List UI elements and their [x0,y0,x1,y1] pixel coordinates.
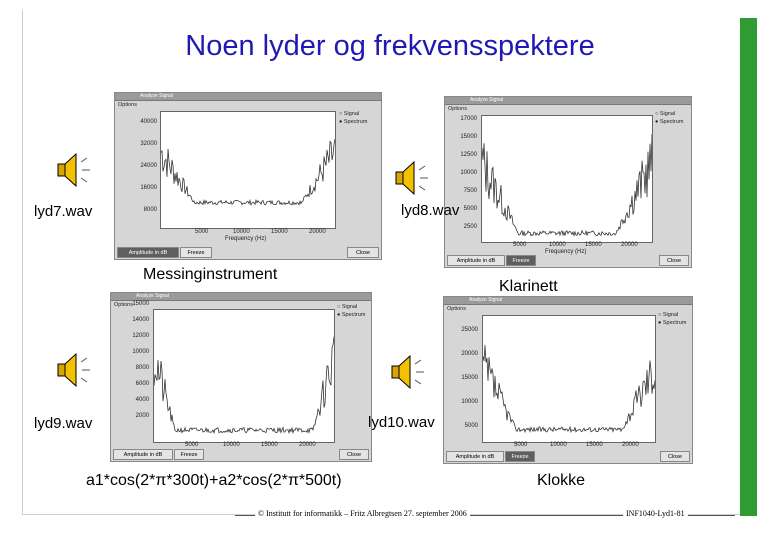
spectrum-line [482,134,652,236]
spectrum-radio[interactable]: ● Spectrum [655,119,684,125]
sound-caption: Messinginstrument [143,266,278,283]
y-tick-label: 15000 [461,375,478,381]
y-tick-label: 25000 [461,327,478,333]
spectrum-plot [482,315,656,443]
y-tick-label: 32000 [140,141,157,147]
footer-copyright: © Institutt for informatikk – Fritz Albregtsen 27. september 2006 [255,509,470,518]
y-tick-label: 2500 [463,224,477,230]
y-tick-label: 16000 [140,185,157,191]
close-button[interactable]: Close [659,255,689,266]
window-button-bar [113,449,369,459]
spectrum-trace [154,310,334,442]
sound-caption: Klarinett [499,278,558,295]
x-tick-label: 20000 [309,229,326,235]
x-tick-label: 10000 [549,242,566,248]
slide-footer [235,509,735,521]
spectrum-radio[interactable]: ● Spectrum [658,320,687,326]
spectrum-line [483,345,655,432]
window-button-bar [446,451,690,461]
y-tick-label: 10000 [132,349,149,355]
window-titlebar: Analyze Signal [111,293,371,301]
y-tick-label: 8000 [143,207,157,213]
y-tick-label: 12000 [132,333,149,339]
sound-file-label[interactable]: lyd7.wav [34,203,93,220]
signal-radio[interactable]: ○ Signal [337,304,358,310]
x-tick-label: 10000 [550,442,567,448]
speaker-icon[interactable] [388,158,436,198]
options-menu[interactable]: Options [118,102,137,108]
signal-radio-label: Signal [659,111,676,117]
sound-caption: a1*cos(2*π*300t)+a2*cos(2*π*500t) [86,472,342,489]
spectrum-plot [160,111,336,229]
freeze-button[interactable]: Freeze [506,255,536,266]
x-tick-label: 15000 [261,442,278,448]
spectrum-radio[interactable]: ● Spectrum [337,312,366,318]
x-tick-label: 20000 [621,242,638,248]
signal-radio-label: Signal [343,111,360,117]
signal-radio[interactable]: ○ Signal [339,111,360,117]
y-tick-label: 40000 [140,119,157,125]
x-tick-label: 15000 [585,242,602,248]
y-tick-label: 7500 [463,188,477,194]
spectrum-window-2 [444,96,692,268]
x-tick-label: 20000 [299,442,316,448]
close-button[interactable]: Close [660,451,690,462]
y-tick-label: 12500 [460,152,477,158]
slide-accent-bar [740,18,757,516]
speaker-icon[interactable] [384,352,432,392]
y-tick-label: 10000 [460,170,477,176]
y-tick-label: 14000 [132,317,149,323]
signal-radio[interactable]: ○ Signal [658,312,679,318]
y-tick-label: 5000 [463,206,477,212]
y-tick-label: 8000 [135,365,149,371]
sound-file-label[interactable]: lyd10.wav [368,414,435,431]
amplitude-db-toggle[interactable]: Amplitude in dB [447,255,505,266]
signal-radio[interactable]: ○ Signal [655,111,676,117]
sound-file-label[interactable]: lyd9.wav [34,415,93,432]
freeze-button[interactable]: Freeze [174,449,204,460]
window-button-bar [447,255,689,265]
signal-radio-label: Signal [662,312,679,318]
options-menu[interactable]: Options [447,306,466,312]
slide-title: Noen lyder og frekvensspektere [185,30,595,62]
freeze-button[interactable]: Freeze [505,451,535,462]
x-tick-label: 10000 [223,442,240,448]
footer-slide-id: INF1040-Lyd1-81 [623,509,688,518]
y-tick-label: 6000 [135,381,149,387]
slide-frame-left [22,10,23,514]
x-tick-label: 5000 [513,242,527,248]
y-tick-label: 17000 [460,116,477,122]
spectrum-trace [161,112,335,228]
spectrum-line [161,139,335,205]
x-tick-label: 5000 [195,229,209,235]
signal-radio-label: Signal [341,304,358,310]
spectrum-window-1 [114,92,382,260]
amplitude-db-toggle[interactable]: Amplitude in dB [117,247,179,258]
x-tick-label: 20000 [622,442,639,448]
spectrum-window-3 [110,292,372,462]
spectrum-radio-label: Spectrum [662,320,687,326]
options-menu[interactable]: Options [114,302,133,308]
speaker-icon[interactable] [50,350,98,390]
x-tick-label: 10000 [233,229,250,235]
spectrum-radio-label: Spectrum [341,312,366,318]
close-button[interactable]: Close [339,449,369,460]
spectrum-plot [481,115,653,243]
x-tick-label: 15000 [271,229,288,235]
x-tick-label: 15000 [586,442,603,448]
close-button[interactable]: Close [347,247,379,258]
sound-caption: Klokke [537,472,586,489]
x-axis-label: Frequency (Hz) [545,249,587,255]
spectrum-radio-label: Spectrum [659,119,684,125]
spectrum-radio[interactable]: ● Spectrum [339,119,368,125]
spectrum-radio-label: Spectrum [343,119,368,125]
window-titlebar: Analyze Signal [115,93,381,101]
sound-file-label[interactable]: lyd8.wav [401,202,460,219]
amplitude-db-toggle[interactable]: Amplitude in dB [113,449,173,460]
y-tick-label: 5000 [464,423,478,429]
y-tick-label: 15000 [460,134,477,140]
x-tick-label: 5000 [185,442,199,448]
window-titlebar: Analyze Signal [445,97,691,105]
y-tick-label: 2000 [135,413,149,419]
freeze-button[interactable]: Freeze [180,247,212,258]
window-button-bar [117,247,379,257]
speaker-icon[interactable] [50,150,98,190]
y-tick-label: 10000 [461,399,478,405]
x-axis-label: Frequency (Hz) [225,236,267,242]
spectrum-trace [483,316,655,442]
spectrum-plot [153,309,335,443]
window-titlebar: Analyze Signal [444,297,692,305]
spectrum-line [154,337,334,433]
y-tick-label: 24000 [140,163,157,169]
y-tick-label: 20000 [461,351,478,357]
amplitude-db-toggle[interactable]: Amplitude in dB [446,451,504,462]
spectrum-window-4 [443,296,693,464]
y-tick-label: 15000 [132,301,149,307]
x-tick-label: 5000 [514,442,528,448]
y-tick-label: 4000 [135,397,149,403]
spectrum-trace [482,116,652,242]
options-menu[interactable]: Options [448,106,467,112]
